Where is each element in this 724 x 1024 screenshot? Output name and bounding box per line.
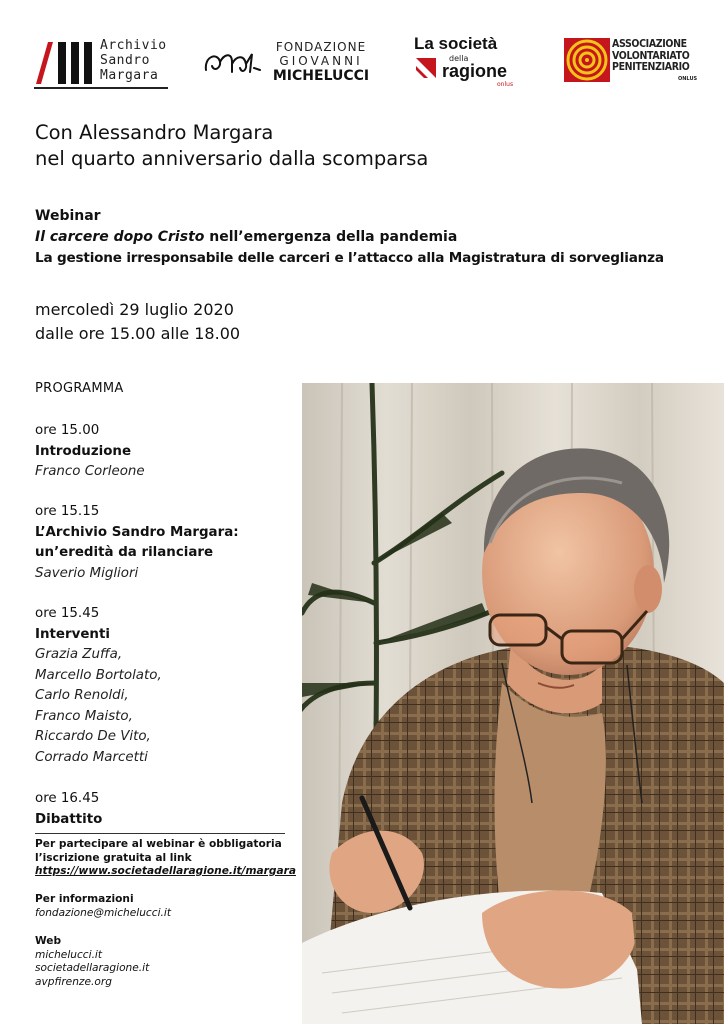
avp-spiral-icon [564,38,610,82]
societa-logo-line1: La società [414,34,498,53]
slot-time: ore 15.45 [35,606,100,621]
webinar-description [35,206,664,269]
webinar-theme: La gestione irresponsabile delle carceri e l’attacco alla Magistratura di sorveglianza [35,250,664,266]
portrait-photo [302,383,724,1024]
page-title [35,120,428,172]
michelucci-signature-icon [202,44,262,80]
avp-logo-onlus: ONLUS [678,76,698,82]
slot-time: ore 15.15 [35,504,100,519]
contact-email-link[interactable]: fondazione@michelucci.it [35,906,171,919]
slot-time: ore 15.00 [35,423,100,438]
webinar-subtitle-italic: Il carcere dopo Cristo [35,229,205,245]
slot-time: ore 16.45 [35,791,100,806]
societa-flag-icon [416,58,436,78]
slot-speaker: Corrado Marcetti [35,749,148,765]
archivio-logo-rule [34,87,168,89]
event-day: mercoledì 29 luglio 2020 [35,300,234,319]
webinar-label: Webinar [35,208,101,224]
slot-topic: Introduzione [35,443,132,459]
registration-link[interactable]: https://www.societadellaragione.it/margara [35,865,297,877]
slot-topic: Dibattito [35,811,103,827]
archivio-logo-text: Archivio Sandro Margara [100,38,167,83]
registration-info [35,838,296,879]
program-slot [35,421,145,483]
fondazione-logo-text: FONDAZIONE GIOVANNI MICHELUCCI [272,40,370,84]
slot-speaker: Franco Corleone [35,464,145,479]
avp-logo-text: ASSOCIAZIONE VOLONTARIATO PENITENZIARIO [612,38,690,73]
slot-speaker: Grazia Zuffa, [35,647,123,662]
web-link-michelucci[interactable]: michelucci.it [35,948,103,961]
slot-topic: Interventi [35,626,110,642]
slot-speaker: Carlo Renoldi, [35,688,129,703]
registration-line-1: Per partecipare al webinar è obbligatoria [35,838,282,850]
event-date [35,298,240,346]
web-link-avp[interactable]: avpfirenze.org [35,975,112,988]
title-line-1: Con Alessandro Margara [35,121,274,144]
partner-logos [0,0,724,110]
societa-logo-onlus: onlus [497,81,514,88]
web-info [35,935,149,989]
program-heading: PROGRAMMA [35,381,124,396]
program-slot [35,502,239,584]
avp-logo [564,38,698,84]
web-link-societa[interactable]: societadellaragione.it [35,962,150,974]
contact-info [35,893,171,920]
slot-topic: L’Archivio Sandro Margara: [35,524,239,540]
event-hours: dalle ore 15.00 alle 18.00 [35,324,241,343]
program-slot [35,604,162,768]
contact-label: Per informazioni [35,893,134,905]
slot-speaker: Saverio Migliori [35,565,139,581]
slot-speaker: Franco Maisto, [35,708,133,724]
societa-logo-line2: ragione [442,61,508,81]
slot-speaker: Riccardo De Vito, [35,729,151,744]
slot-speaker: Marcello Bortolato, [35,667,162,683]
societa-logo-della: della [449,54,469,63]
portrait-illustration [302,383,724,1024]
societa-della-ragione-logo [412,34,522,92]
webinar-subtitle-rest: nell’emergenza della pandemia [204,229,458,245]
webinar-subtitle [35,227,664,248]
section-divider [35,833,285,834]
slot-topic: un’eredità da rilanciare [35,545,214,560]
web-label: Web [35,935,62,947]
fondazione-michelucci-logo [202,38,374,86]
title-line-2: nel quarto anniversario dalla scomparsa [35,147,429,170]
archivio-sandro-margara-logo [34,38,174,90]
program-slot [35,789,102,830]
archivio-bars-icon [34,40,96,84]
registration-line-2: l’iscrizione gratuita al link [35,851,192,864]
